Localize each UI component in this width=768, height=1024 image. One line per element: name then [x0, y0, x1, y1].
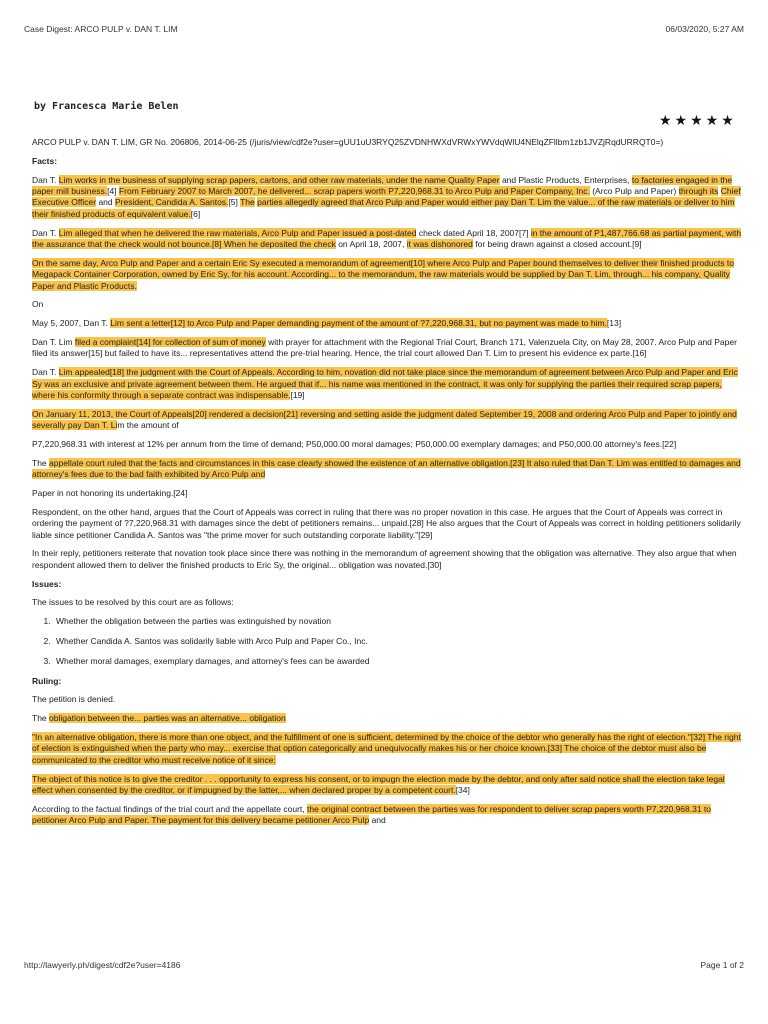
- paragraph-ruling-5: According to the factual findings of the trial court and the appellate court, the original contract between the parties was for respondent to deliver scrap papers worth P7,220,968.31 to petitioner Arco Pulp and Paper. The payment for this delivery became petitioner Arco Pulp and: [32, 803, 712, 826]
- page-header: [24, 24, 744, 38]
- paragraph-facts-1: Dan T. Lim works in the business of supplying scrap papers, cartons, and other raw materials, under the name Quality Paper and Plastic Products, Enterprises, to factories engaged in the paper mill business.[4] From February 2007 to March 2007, he delivered... scrap papers worth P7,220,968.31 to Arco Pulp and Paper Company, Inc. (Arco Pulp and Paper) through its Chief Executive Officer and President, Candida A. Santos.[5] The parties allegedly agreed that Arco Pulp and Paper would either pay Dan T. Lim the value... of the raw materials or deliver to him their finished products of equivalent value.[6]: [32, 174, 741, 219]
- paragraph-ruling-4: The object of this notice is to give the creditor . . . opportunity to express his consent, or to impugn the election made by the debtor, and only after said notice shall the election take legal effect when consented by the creditor, or if impugned by the latter,... when declared proper by a competent court.[34]: [32, 773, 725, 796]
- case-citation[interactable]: ARCO PULP v. DAN T. LIM, GR No. 206806, 2014-06-25 (/juris/view/cdf2e?user=gUU1uU3RYQ25ZVDNHWXdVRWxYWVdqWlU4NElqZFllbm1zb1JVZjRqdURRQT0=): [32, 137, 664, 147]
- paragraph-facts-2: Dan T. Lim alleged that when he delivered the raw materials, Arco Pulp and Paper issued a post-dated check dated April 18, 2007[7] in the amount of P1,487,766.68 as partial payment, with the assurance that the check would not bounce.[8] When he deposited the check on April 18, 2007, it was dishonored for being drawn against a closed account.[9]: [32, 227, 742, 250]
- list-item: 2. Whether Candida A. Santos was solidarily liable with Arco Pulp and Paper Co., Inc.: [53, 636, 744, 647]
- digest-body: [32, 137, 744, 834]
- issues-intro: The issues to be resolved by this court are as follows:: [32, 597, 234, 608]
- paragraph-ruling-1: The petition is denied.: [32, 694, 116, 705]
- paragraph-facts-5: May 5, 2007, Dan T. Lim sent a letter[12] to Arco Pulp and Paper demanding payment of the amount of ?7,220,968.31, but no payment was made to him.[13]: [32, 318, 622, 329]
- paragraph-facts-12: Respondent, on the other hand, argues that the Court of Appeals was correct in ruling that there was no proper novation in this case. He argues that the Court of Appeals was correct in ordering the payment of ?7,220,968.31 with damages since the debt of petitioners remains... unpaid.[28] He also argues that the Court of Appeals was correct in holding petitioners solidarily liable since petitioner Candida A. Santos was "the prime mover for such outstanding corporate liability."[29]: [32, 506, 741, 540]
- paragraph-ruling-2: The obligation between the... parties was an alternative... obligation: [32, 713, 286, 724]
- paragraph-facts-9: P7,220,968.31 with interest at 12% per annum from the time of demand; P50,000.00 moral damages; P50,000.00 exemplary damages; and P50,000.00 attorney's fees.[22]: [32, 439, 677, 450]
- print-datetime: 06/03/2020, 5:27 AM: [665, 24, 744, 34]
- paragraph-ruling-3: "In an alternative obligation, there is more than one object, and the fulfillment of one is sufficient, determined by the choice of the debtor who generally has the right of election."[32] The right of election is extinguished when the party who may... exercise that option categorically and unequivocally makes his or her choice known.[33] The choice of the debtor must also be communicated to the creditor who must receive notice of it since:: [32, 732, 741, 765]
- author-byline: by Francesca Marie Belen: [34, 101, 179, 112]
- facts-heading: Facts:: [32, 155, 58, 166]
- source-url[interactable]: http://lawyerly.ph/digest/cdf2e?user=4186: [24, 960, 181, 970]
- paragraph-facts-4: On: [32, 299, 44, 310]
- issues-list: [32, 616, 744, 667]
- paragraph-facts-3: On the same day, Arco Pulp and Paper and a certain Eric Sy executed a memorandum of agreement[10] where Arco Pulp and Paper bound themselves to deliver their finished products to Megapack Container Corporation, owned by Eric Sy, for his account. According... to the memorandum, the raw materials would be supplied by Dan T. Lim, through... his company, Quality Paper and Plastic Products.: [32, 257, 734, 291]
- document-title: Case Digest: ARCO PULP v. DAN T. LIM: [24, 24, 178, 34]
- issues-heading: Issues:: [32, 578, 62, 589]
- list-item: 3. Whether moral damages, exemplary damages, and attorney's fees can be awarded: [53, 656, 744, 667]
- paragraph-facts-10: The appellate court ruled that the facts and circumstances in this case clearly showed the existence of an alternative obligation.[23] It also ruled that Dan T. Lim was entitled to damages and attorney's fees due to the bad faith exhibited by Arco Pulp and: [32, 457, 741, 480]
- list-item: 1. Whether the obligation between the parties was extinguished by novation: [53, 616, 744, 627]
- page-footer: [24, 960, 744, 974]
- paragraph-facts-6: Dan T. Lim filed a complaint[14] for collection of sum of money with prayer for attachment with the Regional Trial Court, Branch 171, Valenzuela City, on May 28, 2007. Arco Pulp and Paper filed its answer[15] but failed to have its... representatives attend the pre-trial hearing. Hence, the trial court allowed Dan T. Lim to present his evidence ex parte.[16]: [32, 337, 737, 359]
- paragraph-facts-13: In their reply, petitioners reiterate that novation took place since there was nothing in the memorandum of agreement showing that the obligation was alternative. They also argue that when respondent allowed them to deliver the finished products to Eric Sy, the original... obligation was novated.[30]: [32, 548, 737, 570]
- paragraph-facts-8: On January 11, 2013, the Court of Appeals[20] rendered a decision[21] reversing and setting aside the judgment dated September 19, 2008 and ordering Arco Pulp and Paper to jointly and severally pay Dan T. Lim the amount of: [32, 408, 737, 431]
- paragraph-facts-7: Dan T. Lim appealed[18] the judgment with the Court of Appeals. According to him, novation did not take place since the memorandum of agreement between Arco Pulp and Paper and Eric Sy was an exclusive and private agreement between them. He argued that if... his name was mentioned in the contract, it was only for supplying the parties their required scrap papers, where his conformity through a separate contract was indispensable.[19]: [32, 367, 738, 401]
- paragraph-facts-11: Paper in not honoring its undertaking.[24]: [32, 488, 188, 499]
- page-number: Page 1 of 2: [700, 960, 744, 970]
- ruling-heading: Ruling:: [32, 675, 62, 686]
- star-rating: ★★★★★: [659, 112, 737, 128]
